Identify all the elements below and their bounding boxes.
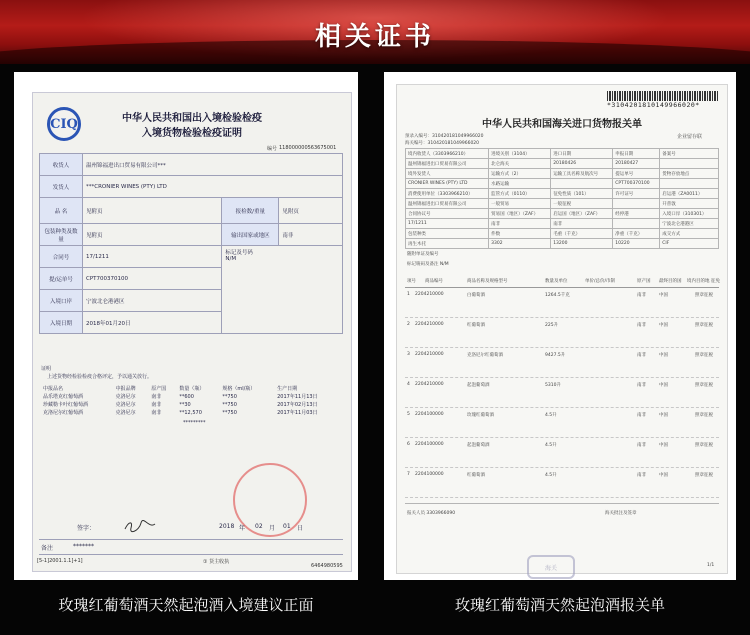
- goods-header-cell: 中报品名: [43, 386, 64, 392]
- pre-entry-number: 预录入编号：310420181049966020: [405, 134, 484, 139]
- goods-tax: 照章征税: [695, 323, 713, 328]
- goods-destination: 中国: [659, 323, 668, 328]
- banner-title: 相关证书: [314, 22, 435, 52]
- row-value: 见附页: [279, 198, 343, 224]
- meta-cell: 毛重（千克）: [551, 229, 613, 239]
- meta-cell: CPT700370100: [613, 179, 660, 189]
- goods-item-no: 3: [407, 352, 410, 357]
- goods-origin: 南非: [637, 353, 646, 358]
- goods-header-cell: 中报品牌: [115, 386, 136, 392]
- meta-cell: 申报日期: [613, 149, 660, 159]
- row-value: CPT700370100: [83, 268, 222, 290]
- goods-stars: *********: [183, 420, 206, 426]
- proof-label: 证明: [41, 366, 52, 372]
- goods-row: [41, 393, 341, 401]
- goods-header-cell: 规格（ml/瓶）: [222, 386, 256, 392]
- goods-row: [405, 379, 719, 408]
- declaration-meta-table: [405, 148, 719, 249]
- meta-cell: 境外发货人: [406, 169, 489, 179]
- goods-row: [405, 289, 719, 318]
- remark-row: [39, 539, 343, 555]
- meta-cell: [551, 179, 613, 189]
- goods-header-cell: 征免: [711, 279, 720, 284]
- goods-name: 白葡萄酒: [467, 293, 485, 298]
- meta-cell: [660, 179, 719, 189]
- goods-cell: 2017年11月03日: [277, 410, 318, 416]
- goods-name: 克洛尼尔红葡萄酒: [467, 353, 503, 358]
- copy-label: 企业留存联: [677, 134, 703, 140]
- goods-row: [405, 409, 719, 438]
- meta-cell: 件数: [489, 229, 551, 239]
- date-unit-month: 月: [269, 525, 276, 532]
- barcode: [607, 91, 719, 101]
- goods-code: 2204100000: [415, 472, 444, 477]
- date-day: 01: [283, 523, 291, 530]
- meta-cell: 启运港（ZA0011）: [660, 189, 719, 199]
- barcode-number: *3104201810149966020*: [607, 101, 700, 109]
- goods-qty: 4.5升: [545, 443, 557, 448]
- meta-cell: 包装种类: [406, 229, 489, 239]
- date-unit-day: 日: [297, 525, 304, 532]
- meta-cell: 开普敦: [660, 199, 719, 209]
- goods-header-cell: 原产国: [151, 386, 167, 392]
- customs-number: 海关编号：310420181049966020: [405, 141, 480, 146]
- goods-row: [405, 469, 719, 498]
- remark-label: 备注: [41, 545, 54, 552]
- customs-remark-label: 海关批注及签章: [605, 511, 637, 516]
- goods-tax: 照章征税: [695, 383, 713, 388]
- attached-docs-label: 随附单证及编号: [407, 252, 439, 257]
- goods-header-row: [405, 275, 719, 288]
- date-month: 02: [255, 523, 263, 530]
- marks-cell: [222, 246, 343, 334]
- signature-image: [123, 519, 157, 533]
- meta-cell: 提运单号: [613, 169, 660, 179]
- footer-serial: 6464980595: [311, 563, 343, 569]
- goods-cell: 南非: [151, 394, 162, 400]
- goods-origin: 南非: [637, 383, 646, 388]
- row-label: 输出国家或地区: [222, 224, 279, 246]
- meta-cell: 成交方式: [660, 229, 719, 239]
- goods-item-no: 6: [407, 442, 410, 447]
- goods-tax: 照章征税: [695, 443, 713, 448]
- meta-cell: 境内收货人（3303966210）: [406, 149, 489, 159]
- goods-table: [41, 385, 341, 417]
- meta-cell: 消费使用单位（3303966210）: [406, 189, 489, 199]
- meta-cell: 一般征税: [551, 199, 613, 209]
- goods-origin: 南非: [637, 293, 646, 298]
- meta-cell: 17/1211: [406, 219, 489, 229]
- goods-cell: 克洛尼尔: [115, 402, 136, 408]
- row-label: 包装种类及数量: [40, 224, 83, 246]
- meta-cell: 20180426: [551, 159, 613, 169]
- goods-item-no: 1: [407, 292, 410, 297]
- declarant-label: 报关人员 3303966090: [407, 511, 456, 516]
- goods-tax: 照章征税: [695, 353, 713, 358]
- goods-code: 2204210000: [415, 322, 444, 327]
- meta-cell: 运输工具名称及航次号: [551, 169, 613, 179]
- date-year: 2018: [219, 523, 235, 530]
- customs-stamp: 海关: [527, 555, 575, 579]
- date-unit-year: 年: [239, 525, 246, 532]
- goods-cell: **30: [179, 402, 191, 408]
- goods-name: 起泡葡萄酒: [467, 443, 490, 448]
- goods-row: [41, 401, 341, 409]
- declaration-footer: [405, 503, 719, 550]
- meta-cell: 温州锦福进出口贸易有限公司: [406, 199, 489, 209]
- goods-destination: 中国: [659, 293, 668, 298]
- meta-cell: 一般贸易: [489, 199, 551, 209]
- certificate-image-panel[interactable]: [14, 72, 358, 580]
- goods-cell: **750: [222, 402, 237, 408]
- goods-qty: 225升: [545, 323, 559, 328]
- goods-header-cell: 商品名称及规格型号: [467, 279, 508, 284]
- goods-row: [41, 409, 341, 417]
- row-label: 收货人: [40, 154, 83, 176]
- marks-value: N/M: [225, 256, 237, 262]
- meta-cell: 温州锦福进出口贸易有限公司: [406, 159, 489, 169]
- goods-qty: 4.5升: [545, 413, 557, 418]
- goods-code: 2204210000: [415, 352, 444, 357]
- row-value: 见附页: [83, 224, 222, 246]
- caption-left: 玫瑰红葡萄酒天然起泡酒入境建议正面: [58, 596, 314, 614]
- goods-cell: 南非: [151, 410, 162, 416]
- goods-item-no: 5: [407, 412, 410, 417]
- meta-cell: 净重（千克）: [613, 229, 660, 239]
- goods-header-cell: 境内目的地: [687, 279, 710, 284]
- row-value: ***CRONIER WINES (PTY) LTD: [83, 176, 343, 198]
- goods-code: 2204100000: [415, 412, 444, 417]
- goods-name: 红葡萄酒: [467, 473, 485, 478]
- meta-cell: 备案号: [660, 149, 719, 159]
- caption-right: 玫瑰红葡萄酒天然起泡酒报关单: [454, 596, 665, 614]
- goods-cell: 珍藏勒卡叶红葡萄酒: [43, 402, 89, 408]
- goods-header-cell: 原产国: [637, 279, 651, 284]
- meta-cell: 北仑海关: [489, 159, 551, 169]
- ciq-logo: CIQ: [47, 107, 81, 141]
- customs-declaration-document: [396, 84, 728, 574]
- row-value: 2018年01月20日: [83, 312, 222, 334]
- goods-item-no: 4: [407, 382, 410, 387]
- goods-row: [405, 319, 719, 348]
- goods-qty: 5310升: [545, 383, 561, 388]
- meta-cell: CIF: [660, 239, 719, 249]
- goods-origin: 南非: [637, 443, 646, 448]
- meta-cell: 10220: [613, 239, 660, 249]
- row-label: 报检数/重量: [222, 198, 279, 224]
- row-label: 入境口岸: [40, 290, 83, 312]
- meta-cell: 水路运输: [489, 179, 551, 189]
- certificate-title-line1: 中华人民共和国出入境检验检疫: [122, 113, 262, 124]
- meta-cell: 启运国（地区）（ZAF）: [551, 209, 613, 219]
- goods-cell: 克洛尼尔红葡萄酒: [43, 410, 84, 416]
- goods-code: 2204210000: [415, 292, 444, 297]
- row-value: 见附页: [83, 198, 222, 224]
- meta-cell: 进口日期: [551, 149, 613, 159]
- row-label: 发货人: [40, 176, 83, 198]
- meta-cell: 宁波北仑港港区: [660, 219, 719, 229]
- meta-cell: 3302: [489, 239, 551, 249]
- certificate-title-line2: 入境货物检验检疫证明: [142, 128, 242, 139]
- goods-destination: 中国: [659, 473, 668, 478]
- goods-destination: 中国: [659, 353, 668, 358]
- customs-declaration-image-panel[interactable]: [384, 72, 736, 580]
- serial-number: 118000000563675001: [279, 145, 337, 151]
- goods-origin: 南非: [637, 323, 646, 328]
- goods-cell: 克洛尼尔: [115, 410, 136, 416]
- remark-value: *******: [73, 543, 94, 550]
- goods-header-cell: 最终目的国: [659, 279, 682, 284]
- goods-header-row: [41, 385, 341, 393]
- row-value: 温州锦福进出口贸易有限公司***: [83, 154, 343, 176]
- meta-cell: CRONIER WINES (PTY) LTD: [406, 179, 489, 189]
- goods-tax: 照章征税: [695, 473, 713, 478]
- header-banner: [0, 0, 750, 64]
- row-label: 合同号: [40, 246, 83, 268]
- goods-code: 2204100000: [415, 442, 444, 447]
- meta-cell: 许可证号: [613, 189, 660, 199]
- copy-label: ① 货主收执: [203, 559, 230, 565]
- meta-cell: 南非: [489, 219, 551, 229]
- marks-label: 标记及号码: [225, 250, 253, 256]
- goods-item-no: 7: [407, 472, 410, 477]
- meta-cell: [613, 199, 660, 209]
- goods-item-no: 2: [407, 322, 410, 327]
- goods-qty: 4.5升: [545, 473, 557, 478]
- goods-row: [405, 349, 719, 378]
- goods-cell: 2017年02月13日: [277, 402, 318, 408]
- meta-cell: 贸易国（地区）（ZAF）: [489, 209, 551, 219]
- meta-cell: 运输方式（2）: [489, 169, 551, 179]
- meta-cell: 入境口岸（310301）: [660, 209, 719, 219]
- goods-cell: **750: [222, 394, 237, 400]
- goods-origin: 南非: [637, 473, 646, 478]
- row-value: 南非: [279, 224, 343, 246]
- meta-cell: 进境关别（3104）: [489, 149, 551, 159]
- goods-header-cell: 生产日期: [277, 386, 298, 392]
- meta-cell: 征免性质（101）: [551, 189, 613, 199]
- goods-cell: 品乐塔克红葡萄酒: [43, 394, 84, 400]
- goods-name: 玫瑰红葡萄酒: [467, 413, 494, 418]
- meta-cell: 南非: [551, 219, 613, 229]
- goods-tax: 照章征税: [695, 413, 713, 418]
- meta-cell: 货物存放地点: [660, 169, 719, 179]
- goods-cell: 南非: [151, 402, 162, 408]
- goods-header-cell: 数量（瓶）: [179, 386, 205, 392]
- goods-destination: 中国: [659, 443, 668, 448]
- row-label: 品 名: [40, 198, 83, 224]
- proof-text: 上述货物经检验检疫合格评定，予以通关放行。: [47, 374, 153, 380]
- row-label: 入境日期: [40, 312, 83, 334]
- row-label: 提/运单号: [40, 268, 83, 290]
- meta-cell: [660, 159, 719, 169]
- goods-cell: **600: [179, 394, 194, 400]
- row-value: 宁波北仑港港区: [83, 290, 222, 312]
- goods-header-cell: 商品编号: [425, 279, 443, 284]
- meta-cell: 20180427: [613, 159, 660, 169]
- goods-cell: 2017年11月13日: [277, 394, 318, 400]
- goods-origin: 南非: [637, 413, 646, 418]
- marks-label: 标记唛码及备注 N/M: [407, 262, 449, 267]
- meta-cell: [613, 219, 660, 229]
- meta-cell: 再生木托: [406, 239, 489, 249]
- goods-header-cell: 单价/总价/币制: [585, 279, 616, 284]
- goods-tax: 照章征税: [695, 293, 713, 298]
- goods-qty: 1264.5千克: [545, 293, 570, 298]
- meta-cell: 监管方式（0110）: [489, 189, 551, 199]
- form-code: [5-1]2001.1.1]+1]: [37, 558, 83, 564]
- goods-destination: 中国: [659, 383, 668, 388]
- meta-cell: 经停港: [613, 209, 660, 219]
- goods-name: 红葡萄酒: [467, 323, 485, 328]
- row-value: 17/1211: [83, 246, 222, 268]
- certificate-info-grid: [39, 153, 343, 334]
- meta-cell: 合同协议号: [406, 209, 489, 219]
- declaration-title: 中华人民共和国海关进口货物报关单: [482, 119, 642, 130]
- goods-cell: **12,570: [179, 410, 202, 416]
- goods-name: 起泡葡萄酒: [467, 383, 490, 388]
- goods-header-cell: 项号: [407, 279, 416, 284]
- goods-cell: 克洛尼尔: [115, 394, 136, 400]
- meta-cell: 13200: [551, 239, 613, 249]
- goods-row: [405, 439, 719, 468]
- goods-destination: 中国: [659, 413, 668, 418]
- serial-label: 编号: [267, 146, 278, 152]
- sign-label: 签字：: [77, 525, 96, 532]
- goods-cell: **750: [222, 410, 237, 416]
- inspection-certificate-document: [32, 92, 352, 572]
- goods-qty: 9427.5升: [545, 353, 566, 358]
- goods-header-cell: 数量及单位: [545, 279, 568, 284]
- page-number: 1/1: [707, 563, 715, 568]
- goods-code: 2204210000: [415, 382, 444, 387]
